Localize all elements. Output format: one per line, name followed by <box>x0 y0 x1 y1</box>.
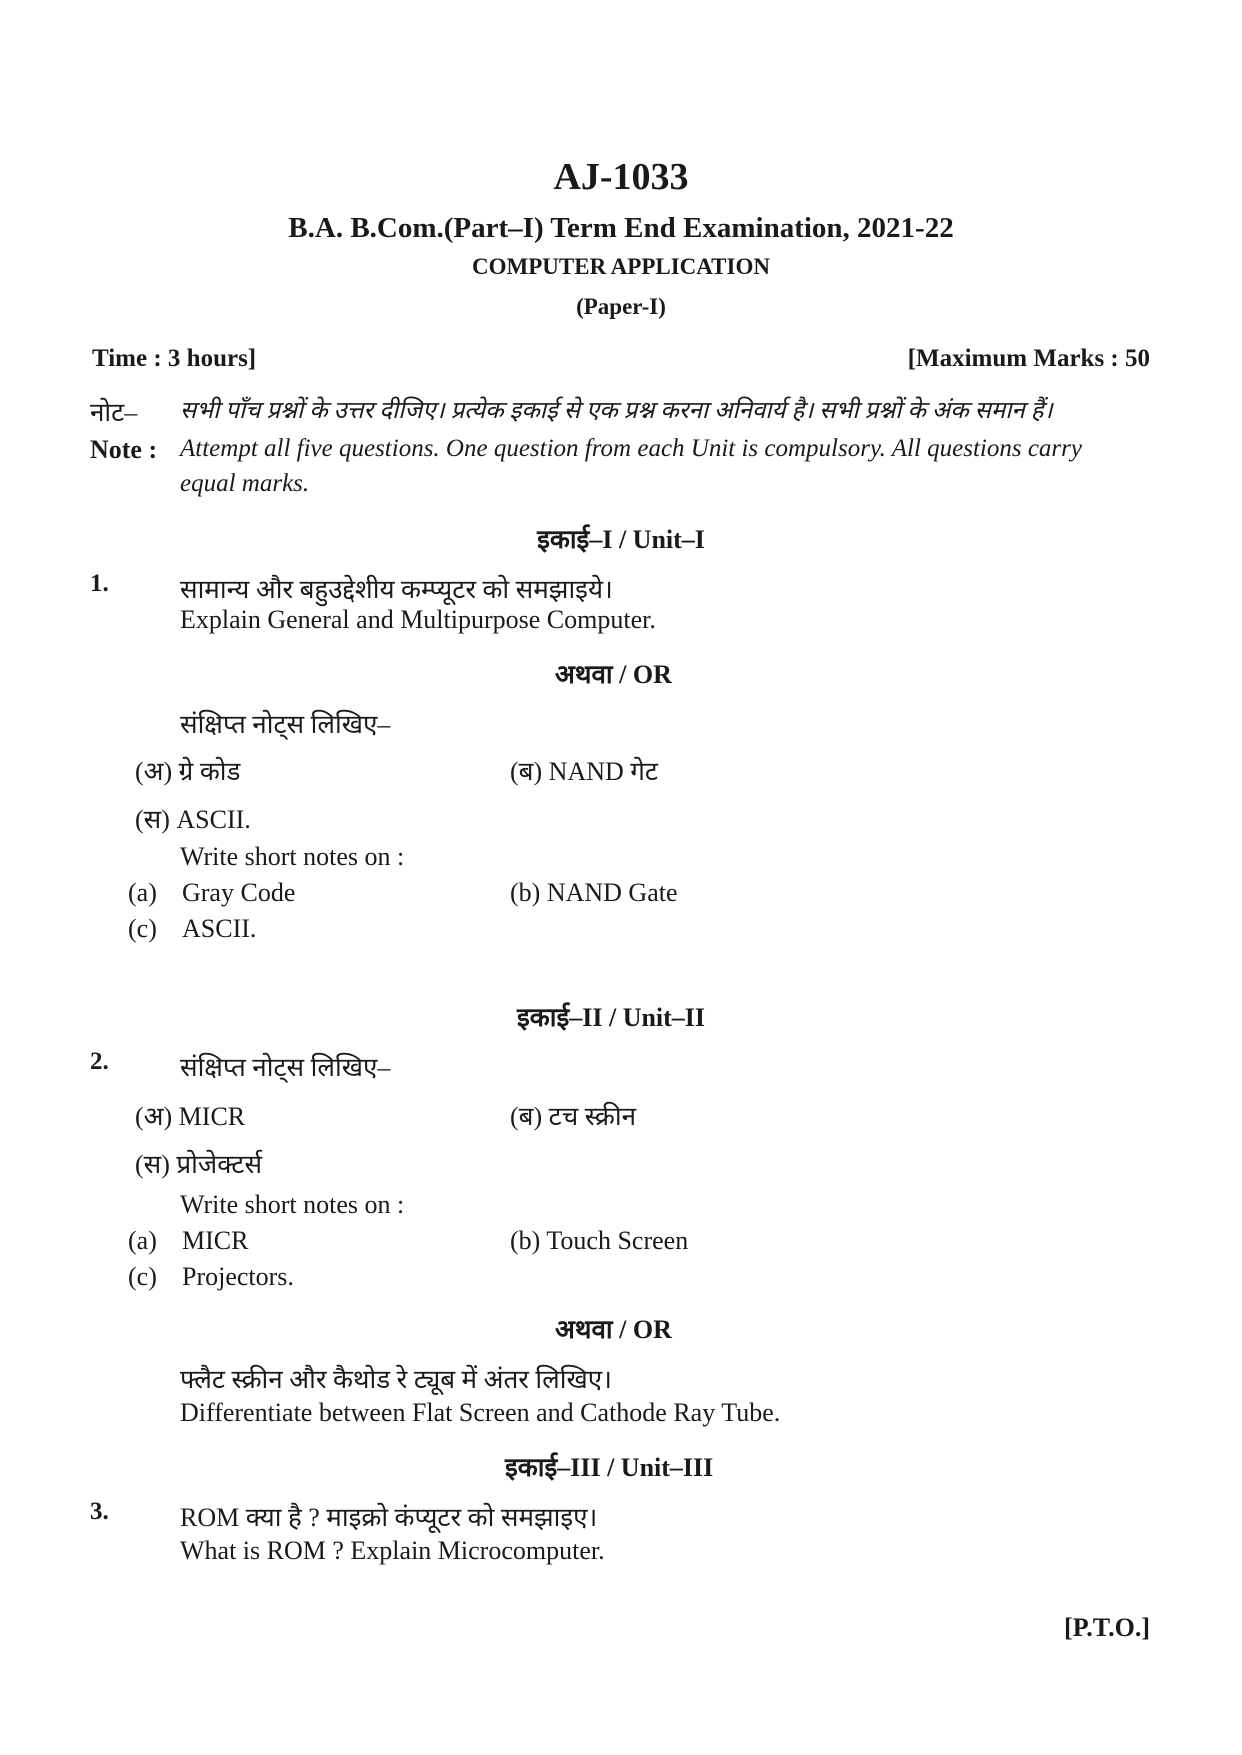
unit-3-heading: इकाई–III / Unit–III <box>505 1453 714 1482</box>
unit-2-or: अथवा / OR <box>555 1315 672 1344</box>
question-2-number: 2. <box>90 1048 109 1075</box>
exam-title: B.A. B.Com.(Part–I) Term End Examination, 2021-22 <box>288 212 954 244</box>
note-label-english: Note : <box>90 435 158 464</box>
paper-number: (Paper-I) <box>576 294 666 319</box>
q1-alt-hindi-b: (ब) NAND गेट <box>510 757 659 786</box>
question-3-number: 3. <box>90 1498 109 1525</box>
note-label-hindi: नोट– <box>90 398 138 427</box>
please-turn-over: [P.T.O.] <box>1064 1613 1150 1642</box>
q2-english-intro: Write short notes on : <box>180 1190 405 1219</box>
q1-alt-english-b: (b) NAND Gate <box>510 878 678 907</box>
q2-english-c-label: (c) <box>128 1262 157 1291</box>
q1-alt-hindi-intro: संक्षिप्त नोट्स लिखिए– <box>180 710 391 739</box>
note-text-english-line1: Attempt all five questions. One question from each Unit is compulsory. All questions carry <box>180 435 1082 462</box>
question-1-number: 1. <box>90 570 109 597</box>
q2-hindi-b: (ब) टच स्क्रीन <box>510 1102 637 1131</box>
q1-alt-english-intro: Write short notes on : <box>180 842 405 871</box>
paper-code: AJ-1033 <box>553 156 689 198</box>
q1-alt-english-a: Gray Code <box>182 878 296 907</box>
note-text-hindi: सभी पाँच प्रश्नों के उत्तर दीजिए। प्रत्येक इकाई से एक प्रश्न करना अनिवार्य है। सभी प्रश्नों के अंक समान हैं। <box>180 398 1053 424</box>
subject-title: COMPUTER APPLICATION <box>472 254 770 279</box>
q1-alt-english-c: ASCII. <box>182 914 257 943</box>
q1-alt-english-c-label: (c) <box>128 914 157 943</box>
question-1-hindi: सामान्य और बहुउद्देशीय कम्प्यूटर को समझाइये। <box>180 575 613 604</box>
maximum-marks: [Maximum Marks : 50 <box>907 345 1150 372</box>
note-text-english-line2: equal marks. <box>180 470 310 497</box>
q2-english-c: Projectors. <box>182 1262 294 1291</box>
time-allowed: Time : 3 hours] <box>92 345 257 372</box>
unit-1-or: अथवा / OR <box>555 660 672 689</box>
question-2-hindi-intro: संक्षिप्त नोट्स लिखिए– <box>180 1053 391 1082</box>
q1-alt-english-a-label: (a) <box>128 878 157 907</box>
question-3-english: What is ROM ? Explain Microcomputer. <box>180 1536 605 1565</box>
unit-1-heading: इकाई–I / Unit–I <box>537 525 705 554</box>
question-1-english: Explain General and Multipurpose Computer. <box>180 605 656 634</box>
question-3-hindi: ROM क्या है ? माइक्रो कंप्यूटर को समझाइए। <box>180 1503 598 1532</box>
q1-alt-hindi-a: (अ) ग्रे कोड <box>135 757 241 786</box>
q2-english-a: MICR <box>182 1226 249 1255</box>
q2-hindi-a: (अ) MICR <box>135 1102 246 1131</box>
unit-2-heading: इकाई–II / Unit–II <box>517 1003 706 1032</box>
q2-alt-english: Differentiate between Flat Screen and Cathode Ray Tube. <box>180 1398 781 1427</box>
q2-english-b: (b) Touch Screen <box>510 1226 689 1255</box>
q2-alt-hindi: फ्लैट स्क्रीन और कैथोड रे ट्यूब में अंतर लिखिए। <box>180 1365 613 1394</box>
q1-alt-hindi-c: (स) ASCII. <box>135 805 251 834</box>
q2-english-a-label: (a) <box>128 1226 157 1255</box>
q2-hindi-c: (स) प्रोजेक्टर्स <box>135 1150 263 1179</box>
